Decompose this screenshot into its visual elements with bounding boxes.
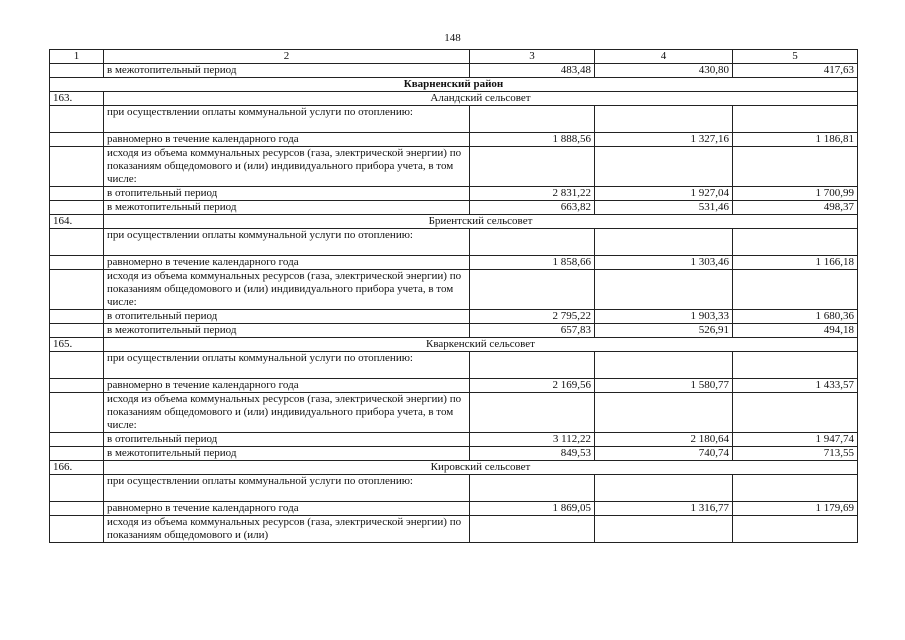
settlement-name: Кировский сельсовет bbox=[104, 461, 858, 475]
value-cell: 483,48 bbox=[470, 64, 595, 78]
settlement-number: 165. bbox=[50, 338, 104, 352]
row-label: в межотопительный период bbox=[104, 324, 470, 338]
row-label: в отопительный период bbox=[104, 433, 470, 447]
settlement-name: Бриентский сельсовет bbox=[104, 215, 858, 229]
row-label: при осуществлении оплаты коммунальной услуги по отоплению: bbox=[104, 475, 470, 502]
table-row bbox=[50, 502, 858, 516]
value-cell: 1 179,69 bbox=[733, 502, 858, 516]
table-row bbox=[50, 379, 858, 393]
table-row bbox=[50, 201, 858, 215]
value-cell: 663,82 bbox=[470, 201, 595, 215]
row-label: исходя из объема коммунальных ресурсов (газа, электрической энергии) по показаниям общедомового и (или) bbox=[104, 516, 470, 543]
settlement-row bbox=[50, 461, 858, 475]
value-cell: 657,83 bbox=[470, 324, 595, 338]
table-row bbox=[50, 133, 858, 147]
value-cell: 526,91 bbox=[595, 324, 733, 338]
table-row bbox=[50, 352, 858, 379]
row-label: равномерно в течение календарного года bbox=[104, 379, 470, 393]
row-label: в отопительный период bbox=[104, 187, 470, 201]
value-cell: 2 169,56 bbox=[470, 379, 595, 393]
row-label: исходя из объема коммунальных ресурсов (газа, электрической энергии) по показаниям общедомового и (или) индивидуального прибора учета, в том числе: bbox=[104, 147, 470, 187]
table-row bbox=[50, 433, 858, 447]
value-cell: 531,46 bbox=[595, 201, 733, 215]
value-cell: 1 680,36 bbox=[733, 310, 858, 324]
value-cell: 1 580,77 bbox=[595, 379, 733, 393]
table-row bbox=[50, 64, 858, 78]
value-cell: 430,80 bbox=[595, 64, 733, 78]
value-cell: 1 327,16 bbox=[595, 133, 733, 147]
row-label: равномерно в течение календарного года bbox=[104, 502, 470, 516]
settlement-name: Кваркенский сельсовет bbox=[104, 338, 858, 352]
column-header: 3 bbox=[470, 50, 595, 64]
value-cell: 1 869,05 bbox=[470, 502, 595, 516]
table-row bbox=[50, 147, 858, 187]
settlement-number: 164. bbox=[50, 215, 104, 229]
value-cell: 417,63 bbox=[733, 64, 858, 78]
value-cell: 1 903,33 bbox=[595, 310, 733, 324]
table-row bbox=[50, 475, 858, 502]
column-header: 5 bbox=[733, 50, 858, 64]
row-label: исходя из объема коммунальных ресурсов (газа, электрической энергии) по показаниям общедомового и (или) индивидуального прибора учета, в том числе: bbox=[104, 270, 470, 310]
value-cell: 740,74 bbox=[595, 447, 733, 461]
value-cell: 494,18 bbox=[733, 324, 858, 338]
value-cell: 1 316,77 bbox=[595, 502, 733, 516]
value-cell: 498,37 bbox=[733, 201, 858, 215]
row-label: в межотопительный период bbox=[104, 447, 470, 461]
table-row bbox=[50, 270, 858, 310]
value-cell: 2 831,22 bbox=[470, 187, 595, 201]
row-label: равномерно в течение календарного года bbox=[104, 256, 470, 270]
district-row bbox=[50, 78, 858, 92]
value-cell: 1 888,56 bbox=[470, 133, 595, 147]
settlement-name: Аландский сельсовет bbox=[104, 92, 858, 106]
table-row bbox=[50, 229, 858, 256]
value-cell: 3 112,22 bbox=[470, 433, 595, 447]
value-cell: 1 858,66 bbox=[470, 256, 595, 270]
value-cell: 1 186,81 bbox=[733, 133, 858, 147]
value-cell: 1 303,46 bbox=[595, 256, 733, 270]
table-row bbox=[50, 516, 858, 543]
row-label: равномерно в течение календарного года bbox=[104, 133, 470, 147]
row-label: в отопительный период bbox=[104, 310, 470, 324]
header-row bbox=[50, 50, 858, 64]
row-label: при осуществлении оплаты коммунальной услуги по отоплению: bbox=[104, 229, 470, 256]
page-number: 148 bbox=[444, 32, 461, 44]
settlement-number: 166. bbox=[50, 461, 104, 475]
value-cell: 1 947,74 bbox=[733, 433, 858, 447]
column-header: 2 bbox=[104, 50, 470, 64]
table-row bbox=[50, 187, 858, 201]
row-label: в межотопительный период bbox=[104, 201, 470, 215]
value-cell: 1 166,18 bbox=[733, 256, 858, 270]
row-label: при осуществлении оплаты коммунальной услуги по отоплению: bbox=[104, 106, 470, 133]
value-cell: 1 700,99 bbox=[733, 187, 858, 201]
table-row bbox=[50, 393, 858, 433]
settlement-row bbox=[50, 92, 858, 106]
table-row bbox=[50, 447, 858, 461]
row-label: в межотопительный период bbox=[104, 64, 470, 78]
table-row bbox=[50, 310, 858, 324]
table-row bbox=[50, 256, 858, 270]
value-cell: 713,55 bbox=[733, 447, 858, 461]
value-cell: 849,53 bbox=[470, 447, 595, 461]
value-cell: 1 433,57 bbox=[733, 379, 858, 393]
value-cell: 2 180,64 bbox=[595, 433, 733, 447]
value-cell: 1 927,04 bbox=[595, 187, 733, 201]
value-cell: 2 795,22 bbox=[470, 310, 595, 324]
settlement-number: 163. bbox=[50, 92, 104, 106]
column-header: 4 bbox=[595, 50, 733, 64]
row-label: при осуществлении оплаты коммунальной услуги по отоплению: bbox=[104, 352, 470, 379]
row-label: исходя из объема коммунальных ресурсов (газа, электрической энергии) по показаниям общедомового и (или) индивидуального прибора учета, в том числе: bbox=[104, 393, 470, 433]
table-row bbox=[50, 324, 858, 338]
column-header: 1 bbox=[50, 50, 104, 64]
table-row bbox=[50, 106, 858, 133]
district-heading: Кварненский район bbox=[50, 78, 858, 92]
settlement-row bbox=[50, 215, 858, 229]
tariff-table bbox=[49, 49, 858, 543]
settlement-row bbox=[50, 338, 858, 352]
